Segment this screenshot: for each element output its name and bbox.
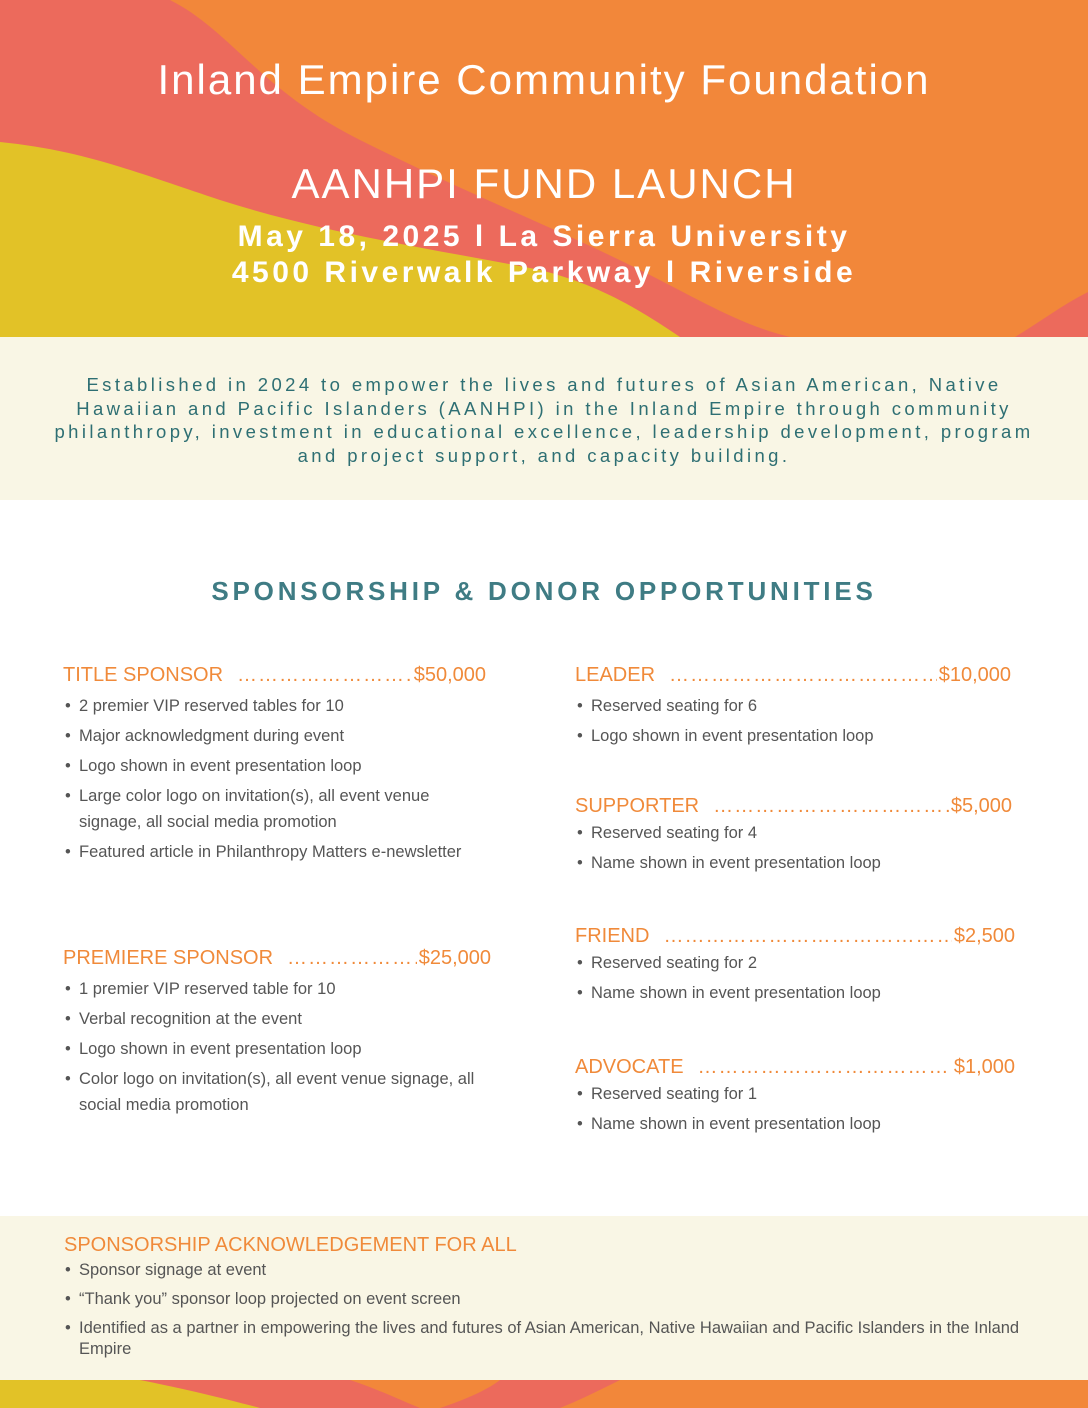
tier-header [575,925,1015,948]
tier-amount: $1,000 [953,1056,1015,1078]
organization-name: Inland Empire Community Foundation [157,56,931,103]
benefit-item: • 1 premier VIP reserved table for 10 [63,976,483,1002]
section-title: SPONSORSHIP & DONOR OPPORTUNITIES [211,576,877,606]
footer-wave-graphic [0,1380,1088,1408]
leader-dots [698,1056,952,1079]
tier-header [575,664,1011,687]
benefit-item: • Color logo on invitation(s), all event venue signage, all social media promotion [63,1066,483,1118]
tier-header [63,664,486,687]
benefit-item: • Verbal recognition at the event [63,1006,483,1032]
tier-name: ADVOCATE [575,1056,684,1078]
benefit-item: • 2 premier VIP reserved tables for 10 [63,693,486,719]
tier-name: FRIEND [575,925,650,947]
tier-name: SUPPORTER [575,795,700,817]
leader-dots [287,947,417,970]
tier-amount: $10,000 [938,664,1011,686]
tier-leader [575,664,1011,753]
benefit-item: • Reserved seating for 4 [575,820,1012,846]
tier-name: TITLE SPONSOR [63,664,224,686]
intro-band [0,337,1088,500]
tier-friend [575,925,1015,1010]
leader-dots [669,664,937,687]
leader-dots [237,664,412,687]
header-banner [0,0,1088,337]
benefit-item: • Major acknowledgment during event [63,723,486,749]
tier-supporter [575,795,1012,880]
benefit-item: • Reserved seating for 6 [575,693,1011,719]
tier-amount: $25,000 [418,947,491,969]
tier-name: PREMIERE SPONSOR [63,947,274,969]
tier-header [575,795,1012,818]
acknowledgement-item: • Identified as a partner in empowering the lives and futures of Asian American, Native Hawaiian and Pacific Islanders in the Inland Empire [64,1318,1024,1360]
footer-wave [0,1380,1088,1408]
acknowledgement-band [0,1216,1088,1380]
event-address: 4500 Riverwalk Parkway l Riverside [231,256,857,289]
benefit-item: • Name shown in event presentation loop [575,1111,1015,1137]
benefit-item: • Reserved seating for 1 [575,1081,1015,1107]
benefit-item: • Name shown in event presentation loop [575,850,1012,876]
tier-header [575,1056,1015,1079]
benefit-item: • Featured article in Philanthropy Matters e-newsletter [63,839,486,865]
tier-advocate [575,1056,1015,1141]
tier-amount: $5,000 [950,795,1012,817]
benefit-item: • Name shown in event presentation loop [575,980,1015,1006]
event-title: AANHPI FUND LAUNCH [291,160,797,207]
acknowledgement-item: • “Thank you” sponsor loop projected on event screen [64,1289,1024,1310]
tier-premiere-sponsor [63,947,491,1122]
tier-name: LEADER [575,664,656,686]
acknowledgement-title: SPONSORSHIP ACKNOWLEDGEMENT FOR ALL [64,1234,517,1256]
tier-amount: $50,000 [413,664,486,686]
benefit-item: • Logo shown in event presentation loop [63,1036,483,1062]
tier-amount: $2,500 [953,925,1015,947]
event-date-venue: May 18, 2025 l La Sierra University [237,220,851,253]
benefit-item: • Reserved seating for 2 [575,950,1015,976]
tier-title-sponsor [63,664,486,869]
benefit-item: • Logo shown in event presentation loop [575,723,1011,749]
benefit-item: • Logo shown in event presentation loop [63,753,486,779]
leader-dots [663,925,951,948]
tier-header [63,947,491,970]
benefit-item: • Large color logo on invitation(s), all event venue signage, all social media promotion [63,783,486,835]
leader-dots [713,795,949,818]
acknowledgement-item: • Sponsor signage at event [64,1260,1024,1281]
intro-text: Established in 2024 to empower the lives and futures of Asian American, Native Hawaiian and Pacific Islanders (AANHPI) in the Inland Empire through community philanthropy, investment in educational excellence, leadership development, program and project support, and capacity building. [54,374,1034,466]
